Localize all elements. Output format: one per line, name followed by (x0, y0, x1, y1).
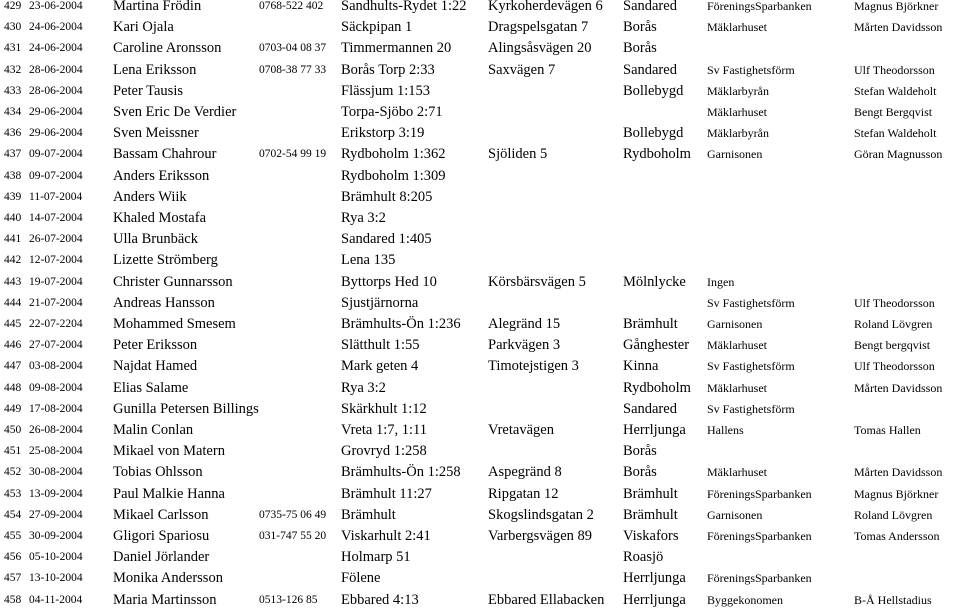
cell-street-address[interactable]: Timotejstigen 3 (488, 358, 579, 375)
table-row (0, 335, 960, 356)
cell-customer-name[interactable]: Daniel Jörlander (113, 549, 210, 566)
cell-city[interactable]: Brämhult (623, 485, 678, 502)
cell-date[interactable]: 21-07-2004 (29, 296, 83, 309)
cell-row-number[interactable]: 431 (4, 42, 22, 55)
cell-phone[interactable] (259, 229, 339, 250)
cell-property[interactable]: Holmarp 51 (341, 549, 411, 566)
cell-row-number[interactable]: 439 (4, 190, 22, 203)
cell-phone[interactable] (259, 568, 339, 589)
cell-property[interactable]: Brämhult (341, 506, 396, 523)
cell-city[interactable] (623, 187, 707, 208)
table-row (0, 272, 960, 293)
cell-customer-name[interactable]: Anders Eriksson (113, 167, 210, 184)
cell-date[interactable]: 30-08-2004 (29, 466, 83, 479)
cell-row-number[interactable]: 441 (4, 233, 22, 246)
cell-property[interactable]: Rya 3:2 (341, 379, 386, 396)
cell-phone[interactable] (259, 378, 339, 399)
table-row (0, 420, 960, 441)
cell-street-address[interactable]: Parkvägen 3 (488, 337, 561, 354)
cell-city[interactable]: Sandared (623, 61, 677, 78)
cell-agency[interactable]: FöreningsSparbanken (707, 529, 812, 543)
cell-street-address[interactable]: Alegränd 15 (488, 316, 561, 332)
cell-agent[interactable] (854, 208, 960, 229)
cell-street-address[interactable] (488, 123, 623, 144)
cell-street-address[interactable] (488, 568, 623, 589)
cell-row-number[interactable]: 438 (4, 169, 22, 182)
cell-date[interactable]: 29-06-2004 (29, 106, 83, 118)
cell-property[interactable]: Viskarhult 2:41 (341, 528, 431, 544)
cell-street-address[interactable] (488, 547, 623, 568)
cell-agent[interactable]: Stefan Waldeholt (854, 83, 937, 98)
cell-street-address[interactable]: Ebbared Ellabacken (488, 591, 605, 608)
cell-property[interactable]: Rydboholm 1:309 (341, 167, 446, 184)
cell-street-address[interactable] (488, 229, 623, 250)
cell-property[interactable]: Skärkhult 1:12 (341, 400, 427, 417)
cell-agent[interactable]: Magnus Björkner (854, 0, 939, 13)
cell-row-number[interactable]: 458 (4, 593, 22, 606)
cell-property[interactable]: Borås Torp 2:33 (341, 61, 435, 78)
cell-agent[interactable]: Mårten Davidsson (854, 465, 943, 480)
cell-agent[interactable] (854, 568, 960, 589)
cell-property[interactable]: Brämhult 8:205 (341, 188, 433, 205)
table-row (0, 166, 960, 187)
cell-property[interactable]: Slätthult 1:55 (341, 337, 420, 354)
cell-date[interactable]: 24-06-2004 (29, 42, 83, 55)
table-row (0, 399, 960, 420)
cell-row-number[interactable]: 453 (4, 487, 22, 500)
cell-date[interactable]: 17-08-2004 (29, 402, 83, 415)
table-row (0, 314, 960, 335)
cell-date[interactable]: 09-07-2004 (29, 148, 83, 161)
cell-city[interactable]: Herrljunga (623, 422, 686, 438)
cell-agency[interactable]: Garnisonen (707, 507, 763, 522)
cell-street-address[interactable] (488, 293, 623, 314)
cell-street-address[interactable]: Körsbärsvägen 5 (488, 273, 586, 290)
cell-customer-name[interactable]: Lizette Strömberg (113, 252, 218, 269)
cell-date[interactable]: 29-06-2004 (29, 127, 83, 140)
cell-phone[interactable] (259, 462, 339, 483)
cell-agency[interactable] (707, 187, 853, 208)
cell-city[interactable]: Borås (623, 19, 657, 36)
cell-agency[interactable]: Sv Fastighetsförm (707, 359, 795, 374)
cell-agency[interactable]: FöreningsSparbanken (707, 486, 812, 501)
cell-row-number[interactable]: 457 (4, 572, 22, 585)
cell-city[interactable]: Kinna (623, 358, 659, 375)
cell-property[interactable]: Byttorps Hed 10 (341, 273, 437, 290)
cell-city[interactable]: Brämhult (623, 506, 678, 523)
cell-city[interactable]: Borås (623, 464, 657, 481)
cell-property[interactable]: Sandared 1:405 (341, 231, 432, 248)
cell-agent[interactable] (854, 250, 960, 271)
cell-agency[interactable]: FöreningsSparbanken (707, 0, 812, 13)
cell-customer-name[interactable]: Sven Eric De Verdier (113, 104, 237, 120)
table-row (0, 484, 960, 505)
cell-street-address[interactable] (488, 378, 623, 399)
cell-agent[interactable]: Göran Magnusson (854, 147, 943, 162)
cell-agency[interactable]: Mäklarhuset (707, 20, 767, 35)
cell-agent[interactable]: B-Å Hellstadius (854, 592, 932, 607)
cell-phone[interactable]: 0513-126 85 (259, 593, 318, 606)
cell-customer-name[interactable]: Sven Meissner (113, 125, 199, 142)
cell-customer-name[interactable]: Mikael von Matern (113, 443, 225, 460)
cell-property[interactable]: Timmermannen 20 (341, 40, 452, 57)
cell-agency[interactable]: Mäklarbyrån (707, 83, 769, 98)
cell-date[interactable]: 23-06-2004 (29, 0, 83, 12)
table-row (0, 568, 960, 589)
cell-agent[interactable] (854, 38, 960, 59)
cell-street-address[interactable]: Saxvägen 7 (488, 61, 556, 78)
cell-phone[interactable] (259, 81, 339, 102)
cell-city[interactable]: Mölnlycke (623, 273, 686, 290)
cell-customer-name[interactable]: Peter Eriksson (113, 337, 198, 354)
cell-street-address[interactable]: Kyrkoherdevägen 6 (488, 0, 603, 14)
cell-date[interactable]: 09-08-2004 (29, 381, 83, 394)
cell-agent[interactable]: Ulf Theodorsson (854, 359, 935, 374)
cell-property[interactable]: Ebbared 4:13 (341, 591, 419, 608)
cell-row-number[interactable]: 456 (4, 551, 22, 564)
cell-street-address[interactable]: Ripgatan 12 (488, 485, 559, 502)
cell-agent[interactable]: Tomas Hallen (854, 423, 921, 437)
cell-agency[interactable]: FöreningsSparbanken (707, 571, 812, 586)
table-row (0, 250, 960, 271)
cell-agency[interactable] (707, 250, 853, 271)
cell-street-address[interactable] (488, 187, 623, 208)
cell-city[interactable]: Borås (623, 443, 657, 460)
cell-agent[interactable] (854, 399, 960, 420)
table-row (0, 0, 960, 17)
cell-phone[interactable] (259, 399, 339, 420)
table-row (0, 462, 960, 483)
cell-agent[interactable] (854, 272, 960, 293)
cell-date[interactable]: 13-10-2004 (29, 572, 83, 585)
cell-row-number[interactable]: 446 (4, 339, 22, 352)
cell-row-number[interactable]: 445 (4, 318, 22, 330)
table-row (0, 378, 960, 399)
cell-street-address[interactable]: Sjöliden 5 (488, 146, 548, 163)
cell-property[interactable]: Lena 135 (341, 252, 396, 269)
cell-phone[interactable]: 0703-04 08 37 (259, 42, 327, 55)
cell-city[interactable]: Roasjö (623, 549, 664, 566)
cell-city[interactable]: Herrljunga (623, 591, 686, 608)
cell-city[interactable]: Rydboholm (623, 146, 691, 163)
table-row (0, 505, 960, 526)
cell-street-address[interactable]: Dragspelsgatan 7 (488, 19, 589, 36)
table-row (0, 526, 960, 547)
cell-agency[interactable]: Hallens (707, 423, 744, 437)
cell-customer-name[interactable]: Malin Conlan (113, 422, 194, 438)
cell-property[interactable]: Vreta 1:7, 1:11 (341, 422, 427, 438)
cell-phone[interactable]: 0708-38 77 33 (259, 63, 327, 76)
cell-date[interactable]: 03-08-2004 (29, 360, 83, 373)
cell-agent[interactable]: Mårten Davidsson (854, 380, 943, 395)
cell-agent[interactable] (854, 229, 960, 250)
cell-row-number[interactable]: 442 (4, 254, 22, 267)
table-row (0, 441, 960, 462)
table-row (0, 293, 960, 314)
cell-phone[interactable] (259, 356, 339, 377)
cell-row-number[interactable]: 440 (4, 212, 22, 224)
cell-property[interactable]: Säckpipan 1 (341, 19, 413, 36)
cell-customer-name[interactable]: Gunilla Petersen Billings (113, 400, 259, 417)
cell-date[interactable]: 26-08-2004 (29, 424, 83, 436)
cell-row-number[interactable]: 436 (4, 127, 22, 140)
cell-date[interactable]: 27-07-2004 (29, 339, 83, 352)
cell-customer-name[interactable]: Mikael Carlsson (113, 506, 209, 523)
cell-phone[interactable] (259, 17, 339, 38)
cell-city[interactable] (623, 293, 707, 314)
cell-phone[interactable]: 0735-75 06 49 (259, 508, 327, 521)
cell-agency[interactable]: Mäklarbyrån (707, 126, 769, 141)
cell-agent[interactable]: Roland Lövgren (854, 317, 933, 331)
cell-customer-name[interactable]: Khaled Mostafa (113, 210, 207, 226)
cell-phone[interactable] (259, 441, 339, 462)
cell-date[interactable]: 22-07-2204 (29, 318, 83, 330)
cell-customer-name[interactable]: Christer Gunnarsson (113, 273, 233, 290)
cell-agency[interactable]: Garnisonen (707, 317, 763, 331)
cell-city[interactable] (623, 208, 707, 229)
cell-phone[interactable]: 0702-54 99 19 (259, 148, 327, 161)
cell-street-address[interactable] (488, 399, 623, 420)
cell-row-number[interactable]: 454 (4, 508, 22, 521)
cell-customer-name[interactable]: Anders Wiik (113, 188, 187, 205)
cell-property[interactable]: Mark geten 4 (341, 358, 419, 375)
cell-date[interactable]: 05-10-2004 (29, 551, 83, 564)
cell-phone[interactable]: 0768-522 402 (259, 0, 324, 12)
table-row (0, 229, 960, 250)
cell-customer-name[interactable]: Peter Tausis (113, 82, 184, 99)
cell-agency[interactable] (707, 166, 853, 187)
cell-street-address[interactable]: Vretavägen (488, 422, 554, 438)
cell-property[interactable]: Brämhults-Ön 1:236 (341, 316, 461, 332)
cell-agent[interactable]: Magnus Björkner (854, 486, 939, 501)
cell-city[interactable]: Viskafors (623, 528, 679, 544)
cell-city[interactable] (623, 102, 707, 123)
table-row (0, 208, 960, 229)
cell-agent[interactable]: Bengt Bergqvist (854, 105, 933, 119)
table-row (0, 590, 960, 611)
cell-street-address[interactable] (488, 208, 623, 229)
cell-agent[interactable] (854, 547, 960, 568)
cell-property[interactable]: Rydboholm 1:362 (341, 146, 446, 163)
cell-property[interactable]: Grovryd 1:258 (341, 443, 427, 460)
cell-property[interactable]: Fölene (341, 570, 381, 587)
cell-row-number[interactable]: 430 (4, 21, 22, 34)
cell-customer-name[interactable]: Gligori Spariosu (113, 528, 210, 544)
cell-phone[interactable] (259, 335, 339, 356)
cell-date[interactable]: 11-07-2004 (29, 190, 83, 203)
table-row (0, 144, 960, 165)
cell-date[interactable]: 25-08-2004 (29, 445, 83, 458)
table-row (0, 81, 960, 102)
cell-agent[interactable]: Ulf Theodorsson (854, 295, 935, 310)
table-row (0, 60, 960, 81)
cell-agency[interactable]: Ingen (707, 274, 735, 289)
cell-row-number[interactable]: 448 (4, 381, 22, 394)
cell-city[interactable]: Sandared (623, 400, 677, 417)
cell-customer-name[interactable]: Mohammed Smesem (113, 316, 236, 332)
cell-agent[interactable]: Stefan Waldeholt (854, 126, 937, 141)
cell-agency[interactable] (707, 441, 853, 462)
cell-phone[interactable]: 031-747 55 20 (259, 530, 327, 542)
table-row (0, 123, 960, 144)
cell-street-address[interactable]: Aspegränd 8 (488, 464, 562, 481)
cell-city[interactable]: Rydboholm (623, 379, 691, 396)
cell-agency[interactable]: Sv Fastighetsförm (707, 401, 795, 416)
table-row (0, 356, 960, 377)
table-row (0, 547, 960, 568)
cell-street-address[interactable]: Alingsåsvägen 20 (488, 40, 592, 57)
cell-date[interactable]: 26-07-2004 (29, 233, 83, 246)
cell-street-address[interactable] (488, 441, 623, 462)
cell-row-number[interactable]: 447 (4, 360, 22, 373)
cell-city[interactable] (623, 250, 707, 271)
cell-row-number[interactable]: 429 (4, 0, 22, 12)
cell-date[interactable]: 09-07-2004 (29, 169, 83, 182)
cell-date[interactable]: 04-11-2004 (29, 593, 83, 606)
cell-date[interactable]: 27-09-2004 (29, 508, 83, 521)
cell-agent[interactable]: Mårten Davidsson (854, 20, 943, 35)
cell-customer-name[interactable]: Ulla Brunbäck (113, 231, 198, 248)
cell-city[interactable]: Gånghester (623, 337, 690, 354)
table-row (0, 17, 960, 38)
cell-agency[interactable]: Sv Fastighetsförm (707, 62, 795, 77)
cell-customer-name[interactable]: Paul Malkie Hanna (113, 485, 225, 502)
cell-street-address[interactable]: Varbergsvägen 89 (488, 528, 593, 544)
cell-phone[interactable] (259, 250, 339, 271)
cell-row-number[interactable]: 451 (4, 445, 22, 458)
cell-property[interactable]: Rya 3:2 (341, 210, 386, 226)
cell-customer-name[interactable]: Najdat Hamed (113, 358, 198, 375)
cell-agent[interactable]: Tomas Andersson (854, 529, 940, 543)
cell-agency[interactable]: Mäklarhuset (707, 380, 767, 395)
cell-customer-name[interactable]: Elias Salame (113, 379, 189, 396)
cell-row-number[interactable]: 449 (4, 402, 22, 415)
cell-property[interactable]: Torpa-Sjöbo 2:71 (341, 104, 443, 120)
cell-agency[interactable]: Garnisonen (707, 147, 763, 162)
cell-property[interactable]: Sjustjärnorna (341, 294, 419, 311)
cell-row-number[interactable]: 443 (4, 275, 22, 288)
table-row (0, 187, 960, 208)
cell-row-number[interactable]: 434 (4, 106, 22, 118)
cell-street-address[interactable] (488, 166, 623, 187)
cell-city[interactable]: Bollebygd (623, 82, 684, 99)
cell-agency[interactable]: Mäklarhuset (707, 105, 767, 119)
cell-date[interactable]: 13-09-2004 (29, 487, 83, 500)
cell-customer-name[interactable]: Lena Eriksson (113, 61, 197, 78)
cell-property[interactable]: Sandhults-Rydet 1:22 (341, 0, 467, 14)
cell-property[interactable]: Brämhults-Ön 1:258 (341, 464, 461, 481)
cell-city[interactable]: Brämhult (623, 316, 678, 332)
cell-customer-name[interactable]: Monika Andersson (113, 570, 223, 587)
cell-phone[interactable] (259, 547, 339, 568)
cell-customer-name[interactable]: Kari Ojala (113, 19, 174, 36)
cell-date[interactable]: 24-06-2004 (29, 21, 83, 34)
cell-phone[interactable] (259, 102, 339, 123)
cell-city[interactable]: Herrljunga (623, 570, 686, 587)
table-row (0, 38, 960, 59)
cell-date[interactable]: 14-07-2004 (29, 212, 83, 224)
cell-date[interactable]: 30-09-2004 (29, 530, 83, 542)
cell-agency[interactable]: Byggekonomen (707, 592, 783, 607)
cell-row-number[interactable]: 437 (4, 148, 22, 161)
cell-customer-name[interactable]: Caroline Aronsson (113, 40, 222, 57)
cell-row-number[interactable]: 455 (4, 530, 22, 542)
cell-street-address[interactable] (488, 250, 623, 271)
cell-city[interactable] (623, 166, 707, 187)
cell-row-number[interactable]: 450 (4, 424, 22, 436)
cell-property[interactable]: Erikstorp 3:19 (341, 125, 425, 142)
cell-customer-name[interactable]: Tobias Ohlsson (113, 464, 203, 481)
cell-phone[interactable] (259, 187, 339, 208)
cell-agency[interactable]: Sv Fastighetsförm (707, 295, 795, 310)
cell-agency[interactable] (707, 208, 853, 229)
cell-city[interactable]: Sandared (623, 0, 677, 14)
cell-date[interactable]: 12-07-2004 (29, 254, 83, 267)
cell-agency[interactable]: Mäklarhuset (707, 465, 767, 480)
cell-date[interactable]: 28-06-2004 (29, 63, 83, 76)
cell-agent[interactable] (854, 166, 960, 187)
cell-street-address[interactable]: Skogslindsgatan 2 (488, 506, 594, 523)
cell-phone[interactable] (259, 208, 339, 229)
cell-city[interactable]: Bollebygd (623, 125, 684, 142)
cell-agency[interactable] (707, 547, 853, 568)
cell-agent[interactable] (854, 187, 960, 208)
cell-city[interactable] (623, 229, 707, 250)
cell-row-number[interactable]: 452 (4, 466, 22, 479)
cell-customer-name[interactable]: Martina Frödin (113, 0, 202, 14)
table-row (0, 102, 960, 123)
cell-phone[interactable] (259, 420, 339, 441)
cell-phone[interactable] (259, 314, 339, 335)
cell-agency[interactable] (707, 229, 853, 250)
cell-agency[interactable] (707, 38, 853, 59)
cell-row-number[interactable]: 432 (4, 63, 22, 76)
cell-date[interactable]: 28-06-2004 (29, 84, 83, 97)
cell-street-address[interactable] (488, 102, 623, 123)
cell-agent[interactable]: Ulf Theodorsson (854, 62, 935, 77)
cell-phone[interactable] (259, 166, 339, 187)
cell-row-number[interactable]: 433 (4, 84, 22, 97)
cell-agent[interactable] (854, 441, 960, 462)
cell-agent[interactable]: Bengt bergqvist (854, 338, 931, 353)
cell-city[interactable]: Borås (623, 40, 657, 57)
cell-phone[interactable] (259, 293, 339, 314)
cell-customer-name[interactable]: Bassam Chahrour (113, 146, 217, 163)
cell-row-number[interactable]: 444 (4, 296, 22, 309)
cell-street-address[interactable] (488, 81, 623, 102)
cell-phone[interactable] (259, 272, 339, 293)
cell-phone[interactable] (259, 484, 339, 505)
cell-customer-name[interactable]: Maria Martinsson (113, 591, 217, 608)
cell-property[interactable]: Brämhult 11:27 (341, 485, 432, 502)
cell-agency[interactable]: Mäklarhuset (707, 338, 767, 353)
cell-agent[interactable]: Roland Lövgren (854, 507, 933, 522)
cell-property[interactable]: Flässjum 1:153 (341, 82, 431, 99)
cell-date[interactable]: 19-07-2004 (29, 275, 83, 288)
cell-phone[interactable] (259, 123, 339, 144)
cell-customer-name[interactable]: Andreas Hansson (113, 294, 215, 311)
